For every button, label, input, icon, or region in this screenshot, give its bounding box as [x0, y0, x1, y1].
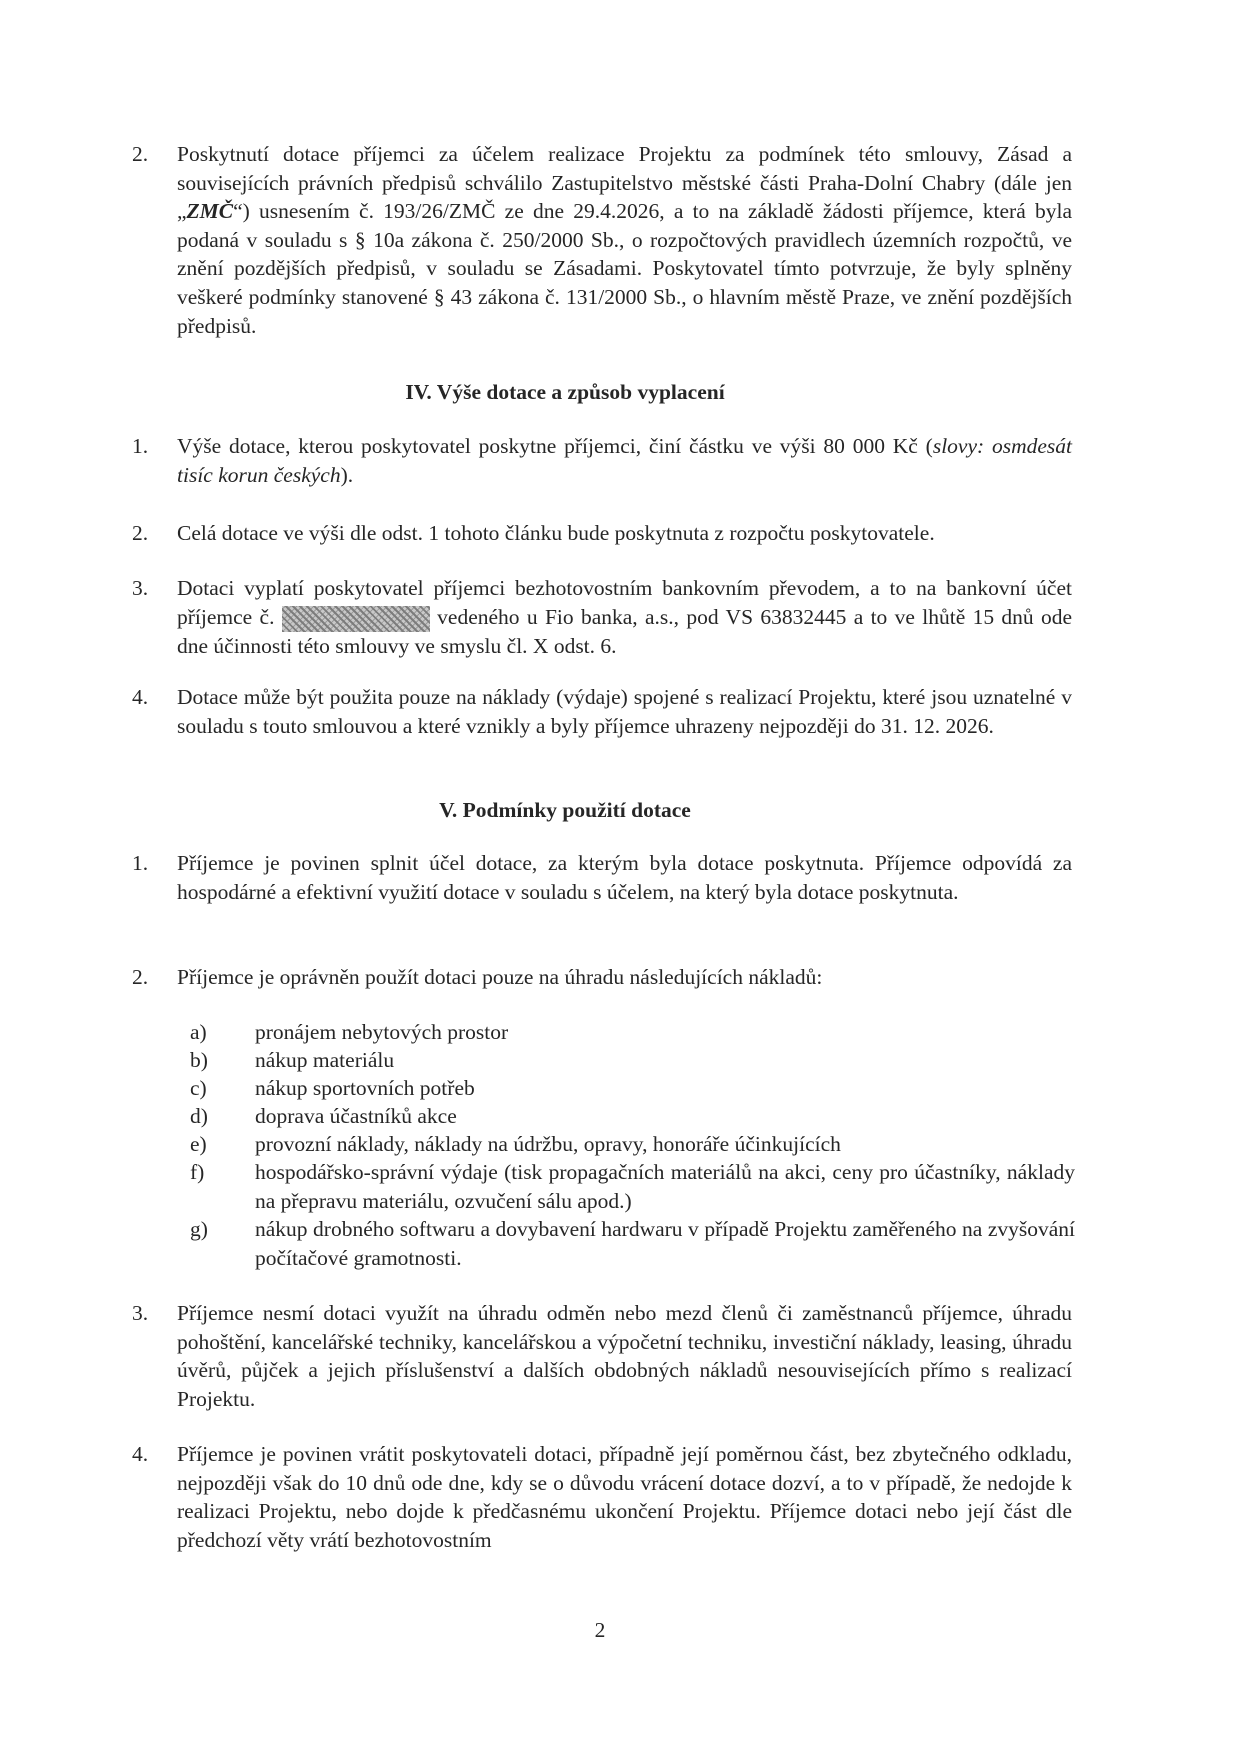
list-letter: b) [190, 1048, 208, 1072]
paragraph-text: Celá dotace ve výši dle odst. 1 tohoto článku bude poskytnuta z rozpočtu poskytovatele. [177, 521, 935, 545]
paragraph-number: 4. [132, 685, 149, 709]
list-item [190, 1102, 1075, 1131]
paragraph-text: Výše dotace, kterou poskytovatel poskytne příjemci, činí částku ve výši 80 000 Kč (slovy: osmdesát tisíc korun českých). [177, 434, 1072, 487]
paragraph-number: 3. [132, 1301, 149, 1325]
paragraph-number: 2. [132, 521, 149, 545]
list-text: nákup sportovních potřeb [255, 1076, 475, 1100]
list-letter: g) [190, 1217, 208, 1241]
paragraph-number: 2. [132, 142, 149, 166]
paragraph-art5-3 [132, 1299, 1072, 1413]
list-text: nákup materiálu [255, 1048, 395, 1072]
paragraph-number: 1. [132, 434, 149, 458]
paragraph-number: 3. [132, 576, 149, 600]
list-item [190, 1046, 1075, 1075]
list-item [190, 1158, 1075, 1215]
paragraph-text: Příjemce nesmí dotaci využít na úhradu odměn nebo mezd členů či zaměstnanců příjemce, úhradu pohoštění, kancelářské techniky, kancelářskou a výpočetní techniku, investiční náklady, leasing, úhradu úvěrů, půjček a jejich příslušenství a dalších obdobných nákladů nesouvisejících přímo s realizací Projektu. [177, 1301, 1072, 1411]
article-v-heading: V. Podmínky použití dotace [439, 798, 691, 822]
list-item [190, 1215, 1075, 1272]
paragraph-number: 2. [132, 965, 149, 989]
paragraph-art5-1 [132, 849, 1072, 906]
paragraph-art4-2 [132, 519, 1072, 548]
list-text: doprava účastníků akce [255, 1104, 457, 1128]
amount-in-words: slovy: osmdesát tisíc korun českých [177, 434, 1072, 487]
list-letter: f) [190, 1160, 205, 1184]
paragraph-art5-4 [132, 1440, 1072, 1554]
list-letter: c) [190, 1076, 207, 1100]
paragraph-text: Příjemce je oprávněn použít dotaci pouze na úhradu následujících nákladů: [177, 965, 823, 989]
paragraph-text: Příjemce je povinen splnit účel dotace, za kterým byla dotace poskytnuta. Příjemce odpovídá za hospodárné a efektivní využití dotace v souladu s účelem, na který byla dotace poskytnuta. [177, 851, 1072, 904]
page-number: 2 [594, 1618, 606, 1642]
article-iv-heading: IV. Výše dotace a způsob vyplacení [405, 380, 725, 404]
list-letter: d) [190, 1104, 208, 1128]
list-text: pronájem nebytových prostor [255, 1020, 509, 1044]
paragraph-text: Příjemce je povinen vrátit poskytovateli dotaci, případně její poměrnou část, bez zbytečného odkladu, nejpozději však do 10 dnů ode dne, kdy se o důvodu vrácení dotace dozví, a to v případě, že nedojde k realizaci Projektu, nebo dojde k předčasnému ukončení Projektu. Příjemce dotaci nebo její část dle předchozí věty vrátí bezhotovostním [177, 1442, 1072, 1552]
list-item [190, 1074, 1075, 1103]
paragraph-art4-3 [132, 574, 1072, 660]
paragraph-number: 4. [132, 1442, 149, 1466]
paragraph-art4-1 [132, 432, 1072, 489]
paragraph-text: Dotaci vyplatí poskytovatel příjemci bezhotovostním bankovním převodem, a to na bankovní účet příjemce č. vedeného u Fio banka, a.s., pod VS 63832445 a to ve lhůtě 15 dnů ode dne účinnosti této smlouvy ve smyslu čl. X odst. 6. [177, 576, 1073, 658]
list-item [190, 1130, 1075, 1159]
list-letter: a) [190, 1020, 207, 1044]
list-text: hospodářsko-správní výdaje (tisk propagačních materiálů na akci, ceny pro účastníky, náklady na přepravu materiálu, ozvučení sálu apod.) [255, 1160, 1075, 1213]
paragraph-art4-4 [132, 683, 1072, 740]
paragraph-art5-2 [132, 963, 1072, 992]
zmc-abbreviation: ZMČ [186, 199, 234, 224]
redacted-account-number [282, 606, 430, 632]
list-text: nákup drobného softwaru a dovybavení hardwaru v případě Projektu zaměřeného na zvyšování počítačové gramotnosti. [255, 1217, 1075, 1270]
paragraph-text: Poskytnutí dotace příjemci za účelem realizace Projektu za podmínek této smlouvy, Zásad a souvisejících právních předpisů schválilo Zastupitelstvo městské části Praha-Dolní Chabry (dále jen „ZMČ“) usnesením č. 193/26/ZMČ ze dne 29.4.2026, a to na základě žádosti příjemce, která byla podaná v souladu s § 10a zákona č. 250/2000 Sb., o rozpočtových pravidlech územních rozpočtů, ve znění pozdějších předpisů, v souladu se Zásadami. Poskytovatel tímto potvrzuje, že byly splněny veškeré podmínky stanovené § 43 zákona č. 131/2000 Sb., o hlavním městě Praze, ve znění pozdějších předpisů. [177, 142, 1072, 338]
list-item [190, 1018, 1075, 1047]
list-text: provozní náklady, náklady na údržbu, opravy, honoráře účinkujících [255, 1132, 841, 1156]
paragraph-text: Dotace může být použita pouze na náklady (výdaje) spojené s realizací Projektu, které jsou uznatelné v souladu s touto smlouvou a které vznikly a byly příjemce uhrazeny nejpozději do 31. 12. 2026. [177, 685, 1072, 738]
paragraph-art3-2 [132, 140, 1072, 340]
paragraph-number: 1. [132, 851, 149, 875]
list-letter: e) [190, 1132, 207, 1156]
